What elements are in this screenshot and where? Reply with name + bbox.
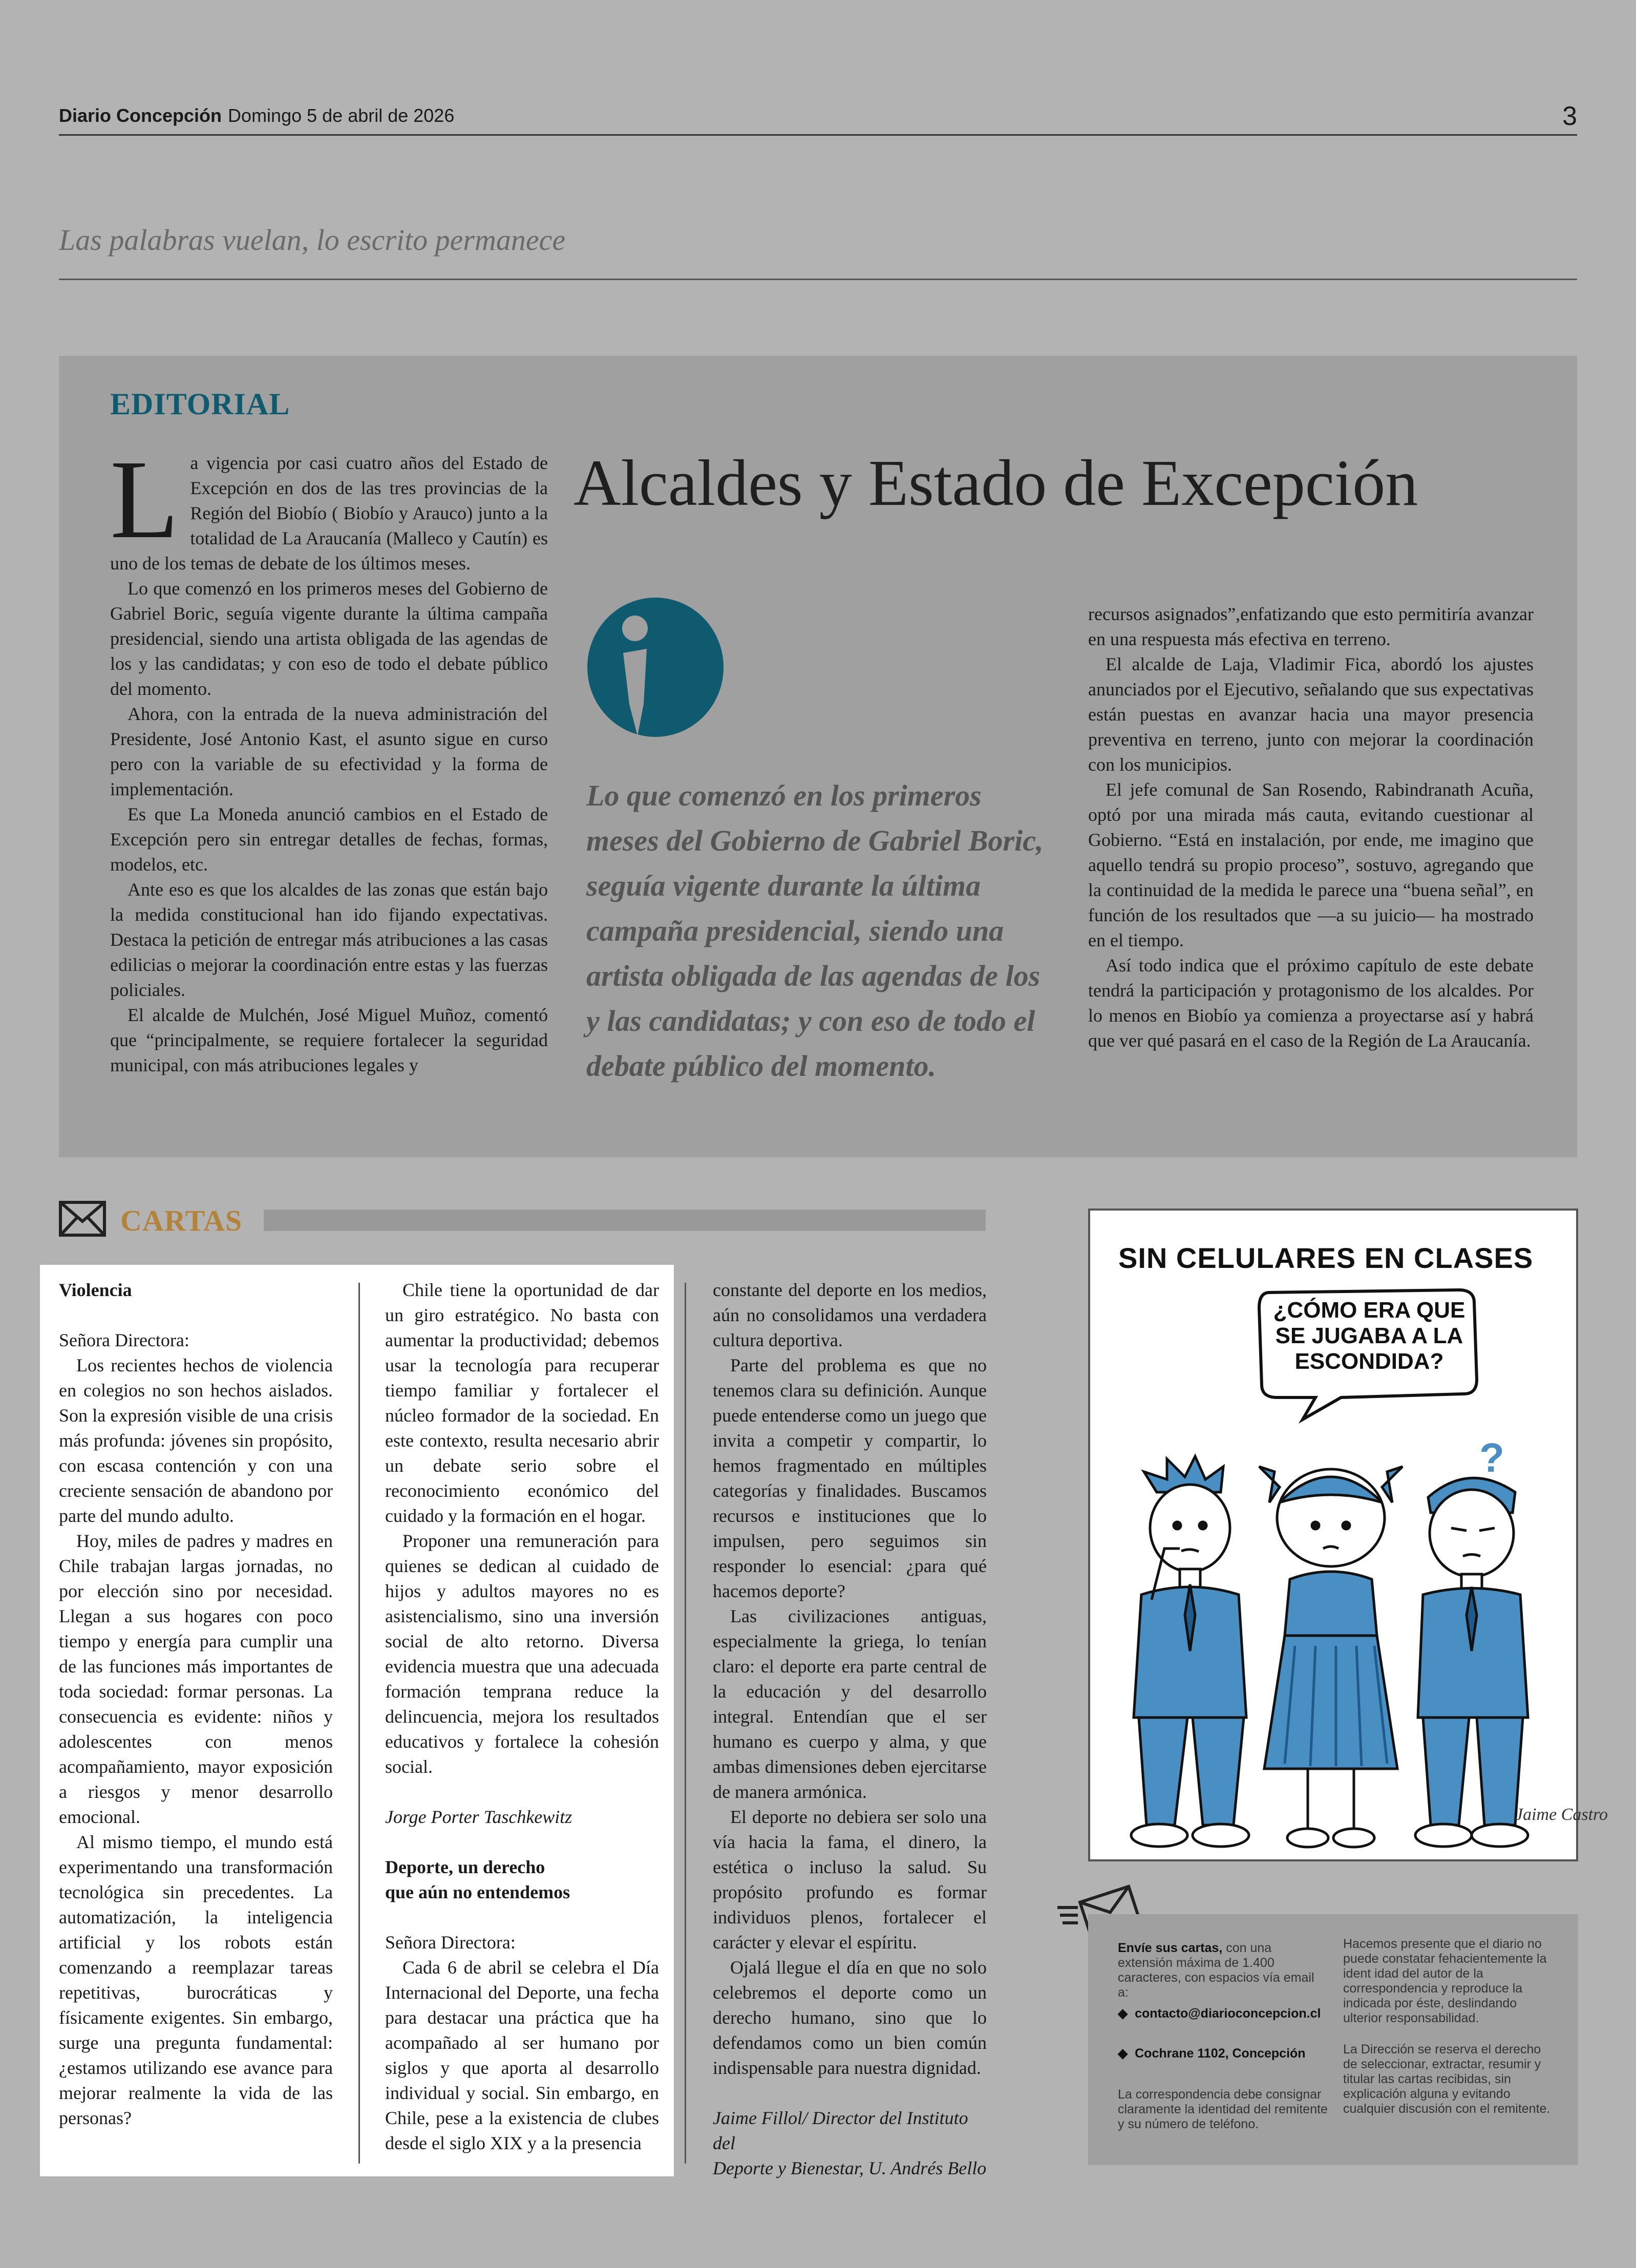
drop-cap: L bbox=[110, 437, 179, 562]
issue-date: Domingo 5 de abril de 2026 bbox=[228, 105, 455, 126]
editorial-paragraph: Ante eso es que los alcaldes de las zonas que están bajo la medida constitucional han ido fijando expectativas. Destaca la petición de entregar más atribuciones a las casas edilicias o mejorar la coordinación entre estas y las fuerzas policiales. bbox=[110, 879, 548, 1000]
send-rights-note: La Dirección se reserva el derecho de seleccionar, extractar, resumir y titular las cartas recibidas, sin explicación alguna y evitando cualquier discusión con el remitente. bbox=[1343, 2042, 1550, 2116]
send-instructions: Envíe sus cartas, con una extensión máxima de 1.400 caracteres, con espacios vía email a: bbox=[1118, 1941, 1314, 2000]
letters-column-1 bbox=[59, 1278, 333, 2131]
column-divider bbox=[358, 1283, 360, 2164]
letter-paragraph: Parte del problema es que no tenemos clara su definición. Aunque puede entenderse como un juego que invita a competir y compartir, lo hemos fragmentado en múltiples categorías y finalidades. Buscamos recursos e instituciones que lo impulsen, pero seguimos sin responder lo esencial: ¿para qué hacemos deporte? bbox=[713, 1355, 987, 1601]
editorial-box bbox=[59, 356, 1577, 1157]
cartoon bbox=[1088, 1209, 1608, 1861]
letter-paragraph: Chile tiene la oportunidad de dar un giro estratégico. No basta con aumentar la productividad; debemos usar la tecnología para recuperar tiempo familiar y fortalecer el núcleo formador de la sociedad. En este contexto, resulta necesario abrir un debate serio sobre el reconocimiento económico del cuidado y la formación en el hogar. bbox=[385, 1280, 659, 1526]
send-email: ◆ contacto@diarioconcepcion.cl bbox=[1118, 2006, 1321, 2021]
letter-title: Deporte, un derecho que aún no entendemos bbox=[385, 1857, 570, 1902]
section-slogan: Las palabras vuelan, lo escrito permanece bbox=[59, 223, 1577, 280]
letter-paragraph: Hoy, miles de padres y madres en Chile trabajan largas jornadas, no por elección sino por necesidad. Llegan a sus hogares con poco tiempo y energía para cumplir una de las funciones más importantes de toda sociedad: formar personas. La consecuencia es evidente: niños y adolescentes con menos acompañamiento, mayor exposición a riesgos y menor desarrollo emocional. bbox=[59, 1531, 333, 1827]
envelope-icon bbox=[59, 1201, 106, 1238]
cartas-header bbox=[59, 1201, 986, 1242]
editorial-paragraph: El alcalde de Mulchén, José Miguel Muñoz, comentó que “principalmente, se requiere fortalecer la seguridad municipal, con más atribuciones legales y bbox=[110, 1005, 548, 1075]
editorial-label: EDITORIAL bbox=[110, 387, 290, 421]
letter-paragraph: Cada 6 de abril se celebra el Día Internacional del Deporte, una fecha para destacar una práctica que ha acompañado al ser humano por siglos y que aporta al desarrollo individual y social. Sin embargo, en Chile, pese a la existencia de clubes desde el siglo XIX y a la presencia bbox=[385, 1957, 659, 2153]
speech-bubble-text: ¿CÓMO ERA QUE SE JUGABA A LA ESCONDIDA? bbox=[1273, 1298, 1465, 1374]
editorial-paragraph: El alcalde de Laja, Vladimir Fica, abordó los ajustes anunciados por el Ejecutivo, señalando que sus expectativas están puestas en avanzar hacia una mayor presencia preventiva en terreno, junto con mejorar la coordinación con los municipios. bbox=[1088, 654, 1534, 775]
cartas-header-bar bbox=[264, 1210, 986, 1231]
letter-salutation: Señora Directora: bbox=[59, 1330, 189, 1350]
letter-signature: Jaime Fillol/ Director del Instituto del Deporte y Bienestar, U. Andrés Bello bbox=[713, 2108, 987, 2178]
send-address: ◆ Cochrane 1102, Concepción bbox=[1118, 2046, 1306, 2061]
letter-paragraph: constante del deporte en los medios, aún no consolidamos una verdadera cultura deportiva. bbox=[713, 1280, 987, 1350]
editorial-column-3 bbox=[1088, 602, 1534, 1053]
letter-paragraph: El deporte no debiera ser solo una vía hacia la fama, el dinero, la estética o incluso la salud. Su propósito profundo es formar individuos plenos, fortalecer el carácter y elevar el espíritu. bbox=[713, 1807, 987, 1953]
send-letters-box bbox=[1088, 1914, 1578, 2165]
send-disclaimer: Hacemos presente que el diario no puede constatar fehacientemente la ident idad del autor de la correspondencia y reproduce la indicada por éste, deslindando ulterior responsabilidad. bbox=[1343, 1937, 1547, 2025]
send-note: La correspondencia debe consignar claramente la identidad del remitente y su número de teléfono. bbox=[1118, 2087, 1328, 2131]
page-number: 3 bbox=[1562, 101, 1577, 131]
letters-column-3 bbox=[713, 1278, 987, 2181]
page-header bbox=[59, 101, 1577, 136]
letter-salutation: Señora Directora: bbox=[385, 1932, 516, 1953]
editorial-paragraph: Ahora, con la entrada de la nueva administración del Presidente, José Antonio Kast, el asunto sigue en curso pero con la variable de su efectividad y la forma de implementación. bbox=[110, 704, 548, 799]
newspaper-name: Diario Concepción bbox=[59, 105, 222, 126]
column-divider bbox=[685, 1283, 686, 2164]
cartas-label: CARTAS bbox=[120, 1204, 243, 1237]
editorial-paragraph: La vigencia por casi cuatro años del Estado de Excepción en dos de las tres provincias de la Región del Biobío ( Biobío y Arauco) junto a la totalidad de La Araucanía (Malleco y Cautín) es uno de los temas de debate de los últimos meses. bbox=[110, 437, 548, 574]
editorial-pull-quote: Lo que comenzó en los primeros meses del Gobierno de Gabriel Boric, seguía vigente durante la última campaña presidencial, siendo una artista obligada de las agendas de los y las candidatas; y con eso de todo el debate público del momento. bbox=[586, 779, 1044, 1083]
letter-title: Violencia bbox=[59, 1280, 132, 1300]
editorial-paragraph: recursos asignados”,enfatizando que esto permitiría avanzar en una respuesta más efectiva en terreno. bbox=[1088, 604, 1534, 649]
letter-paragraph: Ojalá llegue el día en que no solo celebremos el deporte como un derecho humano, sino que lo defendamos como un bien común indispensable para nuestra dignidad. bbox=[713, 1957, 987, 2078]
info-icon bbox=[586, 597, 725, 740]
letter-paragraph: Las civilizaciones antiguas, especialmente la griega, lo tenían claro: el deporte era parte central de la educación y del desarrollo integral. Entendían que el ser humano es cuerpo y alma, y que ambas dimensiones deben ejercitarse de manera armónica. bbox=[713, 1606, 987, 1802]
cartoon-children-illustration bbox=[1090, 1431, 1608, 1861]
editorial-title: Alcaldes y Estado de Excepción bbox=[573, 447, 1418, 519]
editorial-paragraph: Es que La Moneda anunció cambios en el Estado de Excepción pero sin entregar detalles de fechas, formas, modelos, etc. bbox=[110, 804, 548, 875]
letter-signature: Jorge Porter Taschkewitz bbox=[385, 1807, 572, 1827]
cartoon-title: SIN CELULARES EN CLASES bbox=[1118, 1242, 1534, 1274]
letter-paragraph: Los recientes hechos de violencia en colegios no son hechos aislados. Son la expresión visible de una crisis más profunda: jóvenes sin propósito, con escasa contención y con una creciente sensación de abandono por parte del mundo adulto. bbox=[59, 1355, 333, 1526]
question-mark: ? bbox=[1479, 1435, 1504, 1480]
letters-column-2 bbox=[385, 1278, 659, 2156]
letter-paragraph: Al mismo tiempo, el mundo está experimentando una transformación tecnológica sin precedentes. La automatización, la inteligencia artificial y los robots están comenzando a reemplazar tareas repetitivas, burocráticas y físicamente exigentes. Sin embargo, surge una pregunta fundamental: ¿estamos utilizando ese avance para mejorar realmente la vida de las personas? bbox=[59, 1832, 333, 2128]
artist-signature: Jaime Castro bbox=[1515, 1805, 1608, 1824]
letter-paragraph: Proponer una remuneración para quienes se dedican al cuidado de hijos y adultos mayores no es asistencialismo, sino una inversión social de alto retorno. Diversa evidencia muestra que una adecuada formación temprana reduce la delincuencia, mejora los resultados educativos y fortalece la cohesión social. bbox=[385, 1531, 659, 1777]
editorial-paragraph: Lo que comenzó en los primeros meses del Gobierno de Gabriel Boric, seguía vigente durante la última campaña presidencial, siendo una artista obligada de las agendas de los y las candidatas; y con eso de todo el debate público del momento. bbox=[110, 578, 548, 699]
editorial-column-1 bbox=[110, 437, 548, 1078]
editorial-paragraph: El jefe comunal de San Rosendo, Rabindranath Acuña, optó por una mirada más cauta, evitando cuestionar al Gobierno. “Está en instalación, por ende, me imagino que aquello tendrá su propio proceso”, sostuvo, agregando que la continuidad de la medida le parece una “buena señal”, en función de los resultados que —a su juicio— ha mostrado en el tiempo. bbox=[1088, 779, 1534, 950]
editorial-paragraph: Así todo indica que el próximo capítulo de este debate tendrá la participación y protagonismo de los alcaldes. Por lo menos en Biobío ya comienza a proyectarse así y habrá que ver qué pasará en el caso de la Región de La Araucanía. bbox=[1088, 955, 1534, 1051]
